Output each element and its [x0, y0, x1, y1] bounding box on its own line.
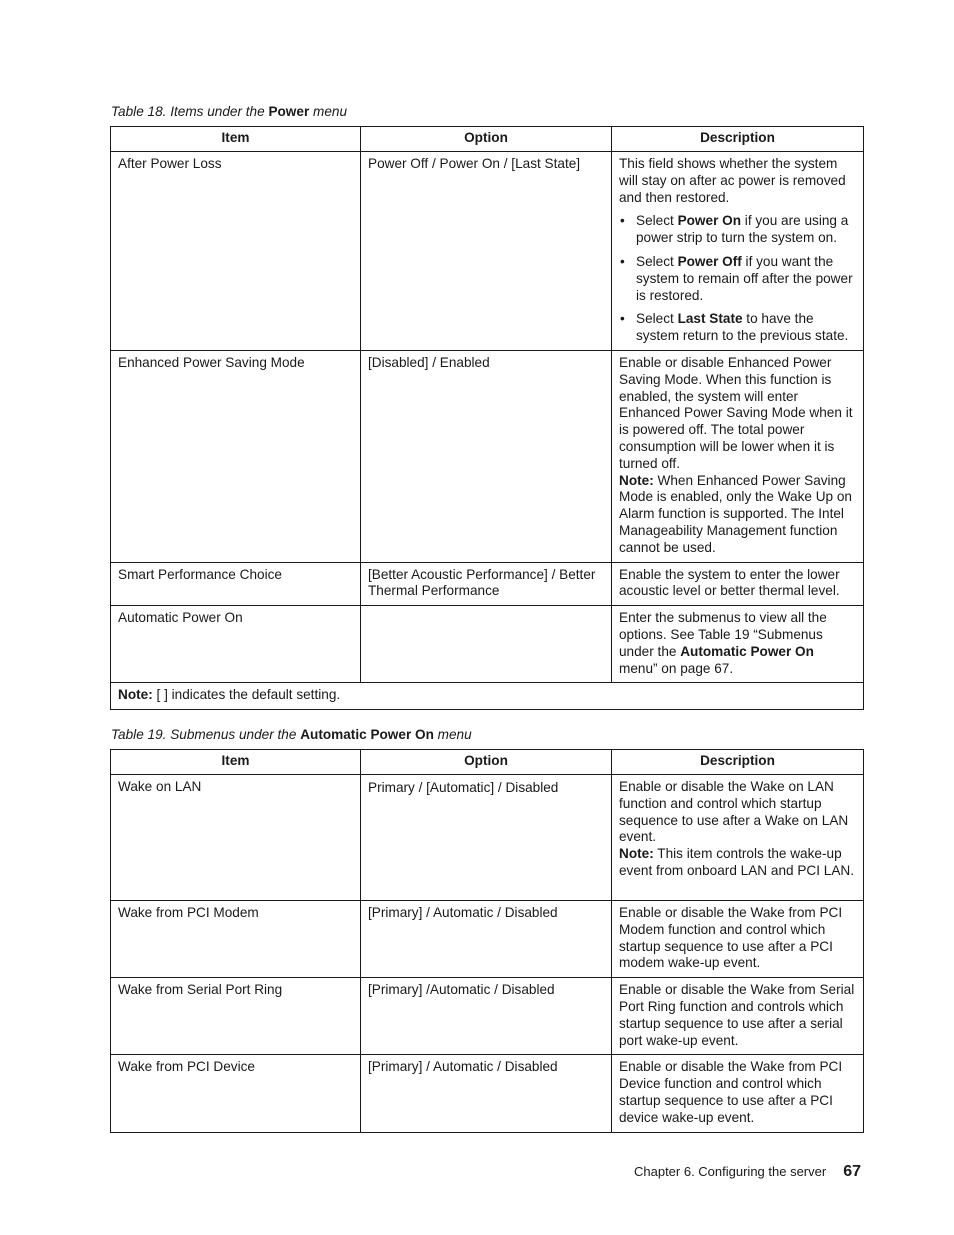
caption-bold: Automatic Power On — [300, 727, 434, 742]
header-option: Option — [361, 127, 612, 152]
note-text: When Enhanced Power Saving Mode is enabled, only the Wake Up on Alarm function is supported. The Intel Manageability Management function cannot be used. — [619, 472, 852, 555]
cell-description: Enter the submenus to view all the options. See Table 19 “Submenus under the Automatic Power On menu” on page 67. — [612, 606, 864, 683]
chapter-title: Chapter 6. Configuring the server — [633, 1164, 827, 1179]
cell-option: [Better Acoustic Performance] / Better Thermal Performance — [361, 562, 612, 606]
cell-description: Enable or disable the Wake from PCI Modem function and control which startup sequence to use after a PCI modem wake-up event. — [612, 901, 864, 978]
table-note — [111, 683, 864, 710]
cell-item: Automatic Power On — [111, 606, 361, 683]
caption-prefix: Table 18. Items under the — [111, 104, 269, 119]
cell-item: After Power Loss — [111, 152, 361, 351]
bullet-item: • Select Power On if you are using a power strip to turn the system on. — [619, 213, 856, 247]
bullet-item: • Select Last State to have the system return to the previous state. — [619, 311, 856, 345]
cell-item: Wake on LAN — [111, 775, 361, 901]
cell-description: Enable the system to enter the lower acoustic level or better thermal level. — [612, 562, 864, 606]
cell-description: Enable or disable the Wake from Serial Port Ring function and controls which startup sequence to use after a serial port wake-up event. — [612, 978, 864, 1055]
note-label: Note: — [118, 687, 153, 703]
table-header-row — [111, 127, 864, 152]
note-label: Note: — [619, 846, 654, 862]
table-row — [111, 901, 864, 978]
table-row — [111, 978, 864, 1055]
bullet-list — [619, 213, 856, 345]
note-text: This item controls the wake-up event from onboard LAN and PCI LAN. — [619, 846, 854, 878]
header-option: Option — [361, 750, 612, 775]
caption-prefix: Table 19. Submenus under the — [111, 727, 301, 742]
cell-description — [612, 775, 864, 901]
cell-description: Enable or disable the Wake from PCI Device function and control which startup sequence to use after a PCI device wake-up event. — [612, 1055, 864, 1132]
caption-suffix: menu — [309, 104, 348, 119]
cell-option: [Primary] / Automatic / Disabled — [361, 1055, 612, 1132]
cell-item: Wake from PCI Device — [111, 1055, 361, 1132]
note-label: Note: — [619, 472, 654, 488]
header-description: Description — [612, 127, 864, 152]
table-19-caption — [111, 727, 472, 743]
table-row — [111, 1055, 864, 1132]
cell-option: [Primary] / Automatic / Disabled — [361, 901, 612, 978]
caption-suffix: menu — [433, 727, 472, 742]
table-row — [111, 152, 864, 351]
cross-reference: Automatic Power On — [680, 643, 814, 659]
cell-item: Smart Performance Choice — [111, 562, 361, 606]
table-row — [111, 350, 864, 562]
cell-option — [361, 606, 612, 683]
cell-description — [612, 152, 864, 351]
header-item: Item — [111, 127, 361, 152]
cell-option: [Disabled] / Enabled — [361, 350, 612, 562]
description-text: Enable or disable the Wake on LAN function and control which startup sequence to use after a Wake on LAN event. — [619, 779, 849, 845]
description-text: Enable or disable Enhanced Power Saving Mode. When this function is enabled, the system will enter Enhanced Power Saving Mode when it is powered off. The total power consumption will be lower when it is turned off. — [619, 354, 853, 471]
bullet-item: • Select Power Off if you want the system to remain off after the power is restored. — [619, 254, 856, 304]
table-header-row — [111, 750, 864, 775]
cell-item: Wake from Serial Port Ring — [111, 978, 361, 1055]
table-row — [111, 562, 864, 606]
caption-bold: Power — [268, 104, 310, 119]
table-19 — [110, 749, 864, 1133]
cell-option: Power Off / Power On / [Last State] — [361, 152, 612, 351]
table-18-caption — [111, 104, 347, 120]
table-18 — [110, 126, 864, 710]
cell-option: Primary / [Automatic] / Disabled — [361, 775, 612, 901]
cell-option: [Primary] /Automatic / Disabled — [361, 978, 612, 1055]
page-number: 67 — [843, 1163, 861, 1180]
note-text: [ ] indicates the default setting. — [152, 687, 341, 703]
cell-description — [612, 350, 864, 562]
table-row — [111, 775, 864, 901]
table-row — [111, 606, 864, 683]
header-description: Description — [612, 750, 864, 775]
header-item: Item — [111, 750, 361, 775]
cell-item: Wake from PCI Modem — [111, 901, 361, 978]
description-text: This field shows whether the system will stay on after ac power is removed and then restored. — [619, 156, 846, 205]
table-note-row — [111, 683, 864, 710]
page-footer — [634, 1163, 861, 1181]
cell-item: Enhanced Power Saving Mode — [111, 350, 361, 562]
